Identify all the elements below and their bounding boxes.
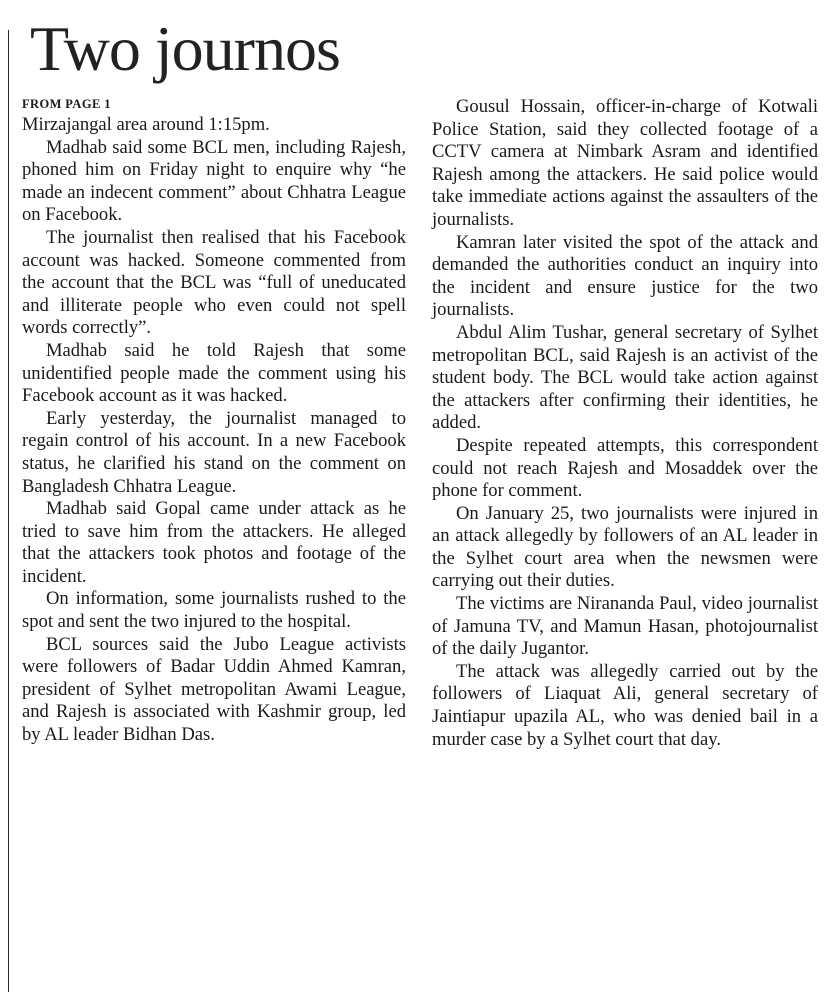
paragraph: BCL sources said the Jubo League activists were followers of Badar Uddin Ahmed Kamran, president of Sylhet metropolitan Awami League, and Rajesh is associated with Kashmir group, led by AL leader Bidhan Das. (22, 633, 406, 746)
headline: Two journos (30, 13, 340, 84)
paragraph: Madhab said Gopal came under attack as he tried to save him from the attackers. He alleged that the attackers took photos and footage of the incident. (22, 498, 406, 587)
paragraph: The attack was allegedly carried out by the followers of Liaquat Ali, general secretary of Jaintiapur upazila AL, who was denied bail in a murder case by a Sylhet court that day. (432, 660, 818, 750)
paragraph: Abdul Alim Tushar, general secretary of Sylhet metropolitan BCL, said Rajesh is an activist of the student body. The BCL would take action against the attackers after confirming their identities, he added. (432, 321, 818, 434)
paragraph: Madhab said he told Rajesh that some unidentified people made the comment using his Facebook account as it was hacked. (22, 339, 406, 407)
paragraph: The journalist then realised that his Facebook account was hacked. Someone commented from the account that the BCL was “full of uneducated and illiterate people who even could not spell words correctly”. (22, 226, 406, 339)
paragraph: Despite repeated attempts, this correspondent could not reach Rajesh and Mosaddek over the phone for comment. (432, 434, 818, 502)
right-column (432, 96, 818, 751)
left-column (22, 96, 406, 747)
paragraph: On information, some journalists rushed to the spot and sent the two injured to the hospital. (22, 588, 406, 633)
paragraph: Early yesterday, the journalist managed to regain control of his account. In a new Facebook status, he clarified his stand on the comment on Bangladesh Chhatra League. (22, 407, 406, 497)
paragraph: Kamran later visited the spot of the attack and demanded the authorities conduct an inquiry into the incident and ensure justice for the two journalists. (432, 231, 818, 321)
paragraph: Madhab said some BCL men, including Rajesh, phoned him on Friday night to enquire why “he made an indecent comment” about Chhatra League on Facebook. (22, 136, 406, 226)
jump-line: FROM PAGE 1 (22, 97, 111, 111)
paragraph: On January 25, two journalists were injured in an attack allegedly by followers of an AL leader in the Sylhet court area when the newsmen were carrying out their duties. (432, 502, 818, 592)
paragraph: Mirzajangal area around 1:15pm. (22, 114, 270, 135)
paragraph: Gousul Hossain, officer-in-charge of Kotwali Police Station, said they collected footage of a CCTV camera at Nimbark Asram and identified Rajesh among the attackers. He said police would take immediate actions against the assaulters of the journalists. (432, 96, 818, 230)
paragraph: The victims are Nirananda Paul, video journalist of Jamuna TV, and Mamun Hasan, photojournalist of the daily Jugantor. (432, 593, 818, 660)
column-rule (8, 30, 9, 992)
